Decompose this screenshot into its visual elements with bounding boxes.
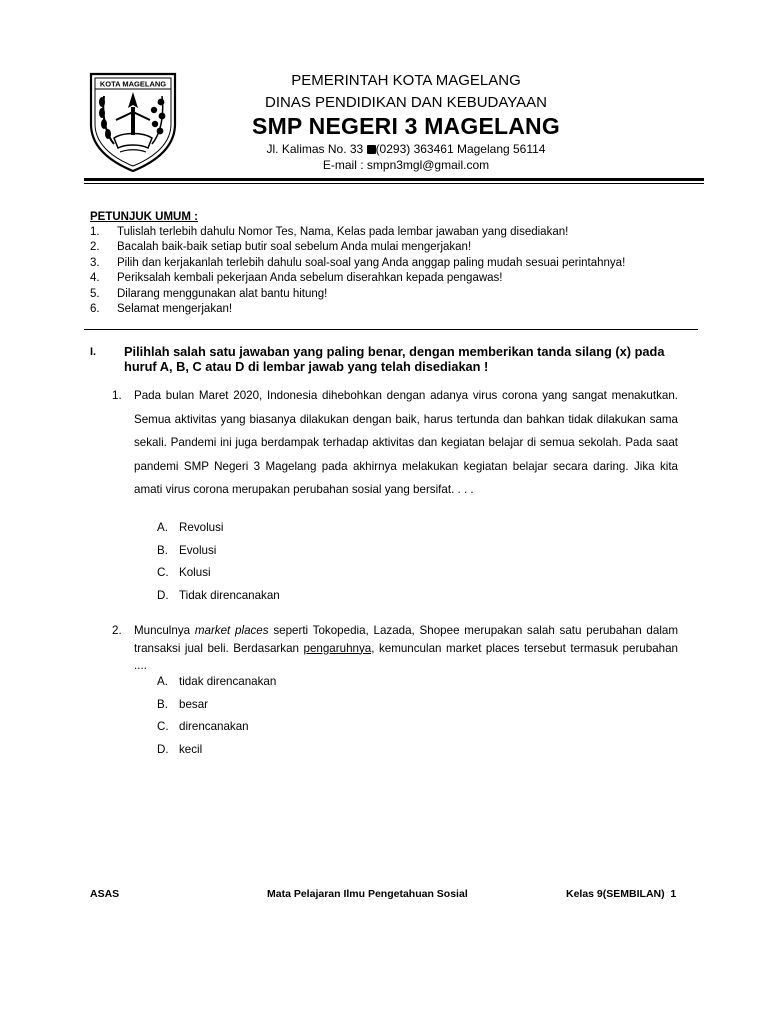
option-text: besar (179, 697, 209, 711)
petunjuk-item (90, 302, 660, 317)
option-text: Kolusi (179, 566, 211, 579)
footer-class-page: Kelas 9(SEMBILAN) 1 (566, 888, 677, 900)
option-text: Revolusi (179, 521, 224, 534)
option-text: direncanakan (179, 720, 249, 733)
option-text: Evolusi (179, 543, 217, 557)
question-2 (112, 622, 678, 675)
header-department: DINAS PENDIDIKAN DAN KEBUDAYAAN (264, 94, 547, 111)
option-a[interactable] (157, 675, 276, 698)
option-d[interactable] (157, 589, 280, 612)
phone-icon (367, 145, 376, 154)
petunjuk-item (90, 256, 660, 271)
question-text-part: Munculnya (134, 624, 195, 637)
option-b[interactable] (157, 698, 276, 721)
option-b[interactable] (157, 544, 280, 567)
petunjuk-text: Selamat mengerjakan! (117, 303, 233, 316)
header-school-name: SMP NEGERI 3 MAGELANG (252, 113, 560, 139)
header-rule (84, 178, 704, 181)
question-text-underline: pengaruhnya, (303, 641, 375, 655)
petunjuk-list (90, 225, 660, 317)
header-address (22, 142, 768, 156)
petunjuk-title: PETUNJUK UMUM : (90, 211, 198, 223)
question-text-part: kemunculan market places tersebut termasuk perubahan .... (134, 641, 678, 673)
question-number: 2. (112, 624, 122, 637)
svg-text:KOTA MAGELANG: KOTA MAGELANG (99, 79, 167, 89)
option-a[interactable] (157, 521, 280, 544)
question-1 (112, 384, 678, 502)
address-street: Jl. Kalimas No. 33 (266, 142, 367, 156)
section-number: I. (90, 346, 97, 358)
petunjuk-num: 1. (90, 226, 100, 238)
petunjuk-text: Pilih dan kerjakanlah terlebih dahulu soal-soal yang Anda anggap paling mudah sesuai perintahnya! (117, 256, 626, 269)
question-text: Pada bulan Maret 2020, Indonesia dihebohkan dengan adanya virus corona yang sangat menakutkan. Semua aktivitas yang biasanya dilakukan dengan baik, harus tertunda dan bahkan tidak dilakukan sama sekali. Pandemi ini juga berdampak terhadap aktivitas dan kegiatan belajar di semua sekolah. Pada saat pandemi SMP Negeri 3 Magelang pada akhirnya melakukan kegiatan belajar secara daring. Jika kita amati virus corona merupakan perubahan sosial yang bersifat. . . . (134, 389, 678, 497)
footer-left: ASAS (90, 888, 120, 900)
option-letter: C. (157, 720, 169, 733)
question-text-italic: market places (194, 624, 269, 637)
petunjuk-item (90, 240, 660, 255)
option-letter: A. (157, 675, 168, 688)
petunjuk-item (90, 271, 660, 286)
petunjuk-num: 2. (90, 241, 100, 254)
petunjuk-num: 6. (90, 303, 100, 316)
question-number: 1. (112, 389, 122, 402)
option-letter: C. (157, 566, 169, 579)
header-email: E-mail : smpn3mgl@gmail.com (322, 158, 490, 172)
question-2-options (157, 675, 276, 765)
petunjuk-text: Bacalah baik-baik setiap butir soal sebelum Anda mulai mengerjakan! (117, 241, 472, 254)
petunjuk-text: Tulislah terlebih dahulu Nomor Tes, Nama, Kelas pada lembar jawaban yang disediakan! (117, 226, 569, 238)
header-government: PEMERINTAH KOTA MAGELANG (291, 72, 521, 89)
petunjuk-num: 3. (90, 256, 100, 269)
petunjuk-num: 5. (90, 287, 100, 300)
option-letter: A. (157, 521, 168, 534)
question-1-options (157, 521, 280, 611)
petunjuk-rule (84, 329, 698, 330)
petunjuk-num: 4. (90, 272, 100, 285)
option-letter: D. (157, 588, 169, 602)
question-text (134, 622, 678, 675)
question-text-part: seperti Tokopedia, Lazada, Shopee merupakan salah satu perubahan dalam transaksi jual beli. Berdasarkan (134, 624, 678, 655)
option-c[interactable] (157, 720, 276, 743)
option-letter: B. (157, 697, 168, 711)
section-instruction: Pilihlah salah satu jawaban yang paling benar, dengan memberikan tanda silang (x) pada huruf A, B, C atau D di lembar jawab yang telah disediakan ! (124, 344, 665, 374)
option-letter: D. (157, 742, 169, 756)
petunjuk-text: Dilarang menggunakan alat bantu hitung! (117, 287, 328, 300)
option-text: Tidak direncanakan (179, 588, 280, 602)
option-letter: B. (157, 543, 168, 557)
header-rule-thin (84, 183, 704, 184)
option-text: kecil (179, 742, 203, 756)
petunjuk-item (90, 287, 660, 302)
petunjuk-item (90, 225, 660, 240)
option-text: tidak direncanakan (179, 675, 277, 688)
footer-subject: Mata Pelajaran Ilmu Pengetahuan Sosial (267, 888, 468, 900)
option-c[interactable] (157, 566, 280, 589)
option-d[interactable] (157, 743, 276, 766)
petunjuk-text: Periksalah kembali pekerjaan Anda sebelum diserahkan kepada pengawas! (117, 272, 503, 285)
address-phone-city: (0293) 363461 Magelang 56114 (375, 142, 546, 156)
